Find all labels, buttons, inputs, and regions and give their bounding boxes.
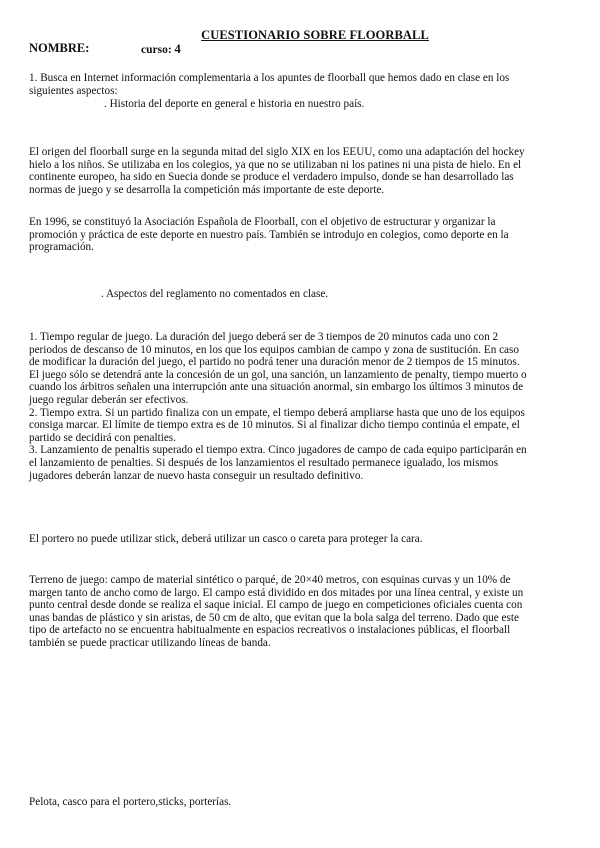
text-line: juego regular deberán ser efectivos.	[29, 393, 189, 406]
text-line: margen tanto de ancho como de largo. El campo está dividido en dos mitades por una línea central, y existe un	[29, 586, 524, 599]
text-line: de modificar la duración del juego, el partido no podrá tener una duración menor de 2 tiempos de 15 minutos.	[29, 356, 520, 369]
text-line: también se puede practicar utilizando líneas de banda.	[29, 636, 271, 649]
history-paragraph	[29, 146, 574, 196]
text-line: El juego sólo se detendrá ante la concesión de un gol, una sanción, un lanzamiento de penalty, tiempo muerto o	[29, 368, 527, 381]
text-line: 3. Lanzamiento de penaltis superado el tiempo extra. Cinco jugadores de campo de cada equipo participarán en	[29, 444, 527, 457]
text-line: normas de juego y se desarrolla la competición más importante de este deporte.	[29, 183, 385, 196]
rules-paragraph	[29, 331, 574, 482]
course-field	[141, 43, 181, 57]
text-line: 1. Tiempo regular de juego. La duración del juego deberá ser de 3 tiempos de 20 minutos cada uno con 2	[29, 331, 499, 343]
spain-paragraph	[29, 216, 574, 254]
question-1	[29, 72, 574, 97]
text-line: 2. Tiempo extra. Si un partido finaliza con un empate, el tiempo deberá ampliarse hasta que uno de los equipos	[29, 406, 525, 419]
text-line: consiga marcar. El límite de tiempo extra es de 10 minutos. Si al finalizar dicho tiempo continúa el empate, el	[29, 419, 520, 432]
text-line: cuando los árbitros señalen una interrupción ante una situación anormal, sin embargo los últimos 3 minutos de	[29, 381, 524, 394]
course-label: curso:	[141, 44, 172, 56]
page-title: CUESTIONARIO SOBRE FLOORBALL	[201, 28, 429, 42]
goalie-paragraph: El portero no puede utilizar stick, deberá utilizar un casco o careta para proteger la cara.	[29, 533, 423, 545]
text-line: 1. Busca en Internet información complementaria a los apuntes de floorball que hemos dado en clase en los	[29, 72, 510, 84]
text-line: Terreno de juego: campo de material sintético o parqué, de 20×40 metros, con esquinas curvas y un 10% de	[29, 574, 511, 586]
text-line: unas bandas de plástico y sin aristas, de 50 cm de alto, que evitan que la bola salga del terreno. Dado que este	[29, 611, 519, 624]
question-1-item: . Historia del deporte en general e historia en nuestro país.	[104, 98, 365, 110]
text-line: El origen del floorball surge en la segunda mitad del siglo XIX en los EEUU, como una adaptación del hockey	[29, 146, 525, 158]
text-line: hielo a los niños. Se utilizaba en los colegios, ya que no se utilizaban ni los patines ni una pista de hielo. En el	[29, 158, 522, 171]
text-line: jugadores deberán lanzar de nuevo hasta conseguir un resultado definitivo.	[29, 469, 364, 482]
text-line: el lanzamiento de penalties. Si después de los lanzamientos el resultado permanece igualado, los mismos	[29, 456, 499, 469]
text-line: tipo de artefacto no se encuentra habitualmente en espacios recreativos o instalaciones públicas, el floorball	[29, 624, 511, 637]
question-2-item: . Aspectos del reglamento no comentados en clase.	[101, 288, 329, 300]
field-paragraph	[29, 574, 574, 650]
text-line: promoción y práctica de este deporte en nuestro país. También se introdujo en colegios, como deporte en la	[29, 228, 509, 241]
name-label: NOMBRE:	[29, 41, 90, 55]
text-line: En 1996, se constituyó la Asociación Española de Floorball, con el objetivo de estructurar y organizar la	[29, 216, 496, 228]
text-line: programación.	[29, 241, 94, 254]
text-line: periodos de descanso de 10 minutos, en los que los equipos cambian de campo y zona de sustitución. En caso	[29, 343, 519, 356]
text-line: punto central desde donde se realiza el saque inicial. El campo de juego en competiciones oficiales cuenta con	[29, 599, 523, 612]
course-value: 4	[174, 42, 181, 56]
equipment-paragraph: Pelota, casco para el portero,sticks, porterías.	[29, 796, 232, 808]
text-line: siguientes aspectos:	[29, 84, 118, 97]
text-line: partido se decidirá con penalties.	[29, 431, 176, 444]
text-line: continente europeo, ha sido en Suecia donde se produce el verdadero impulso, donde se han desarrollado las	[29, 171, 514, 184]
